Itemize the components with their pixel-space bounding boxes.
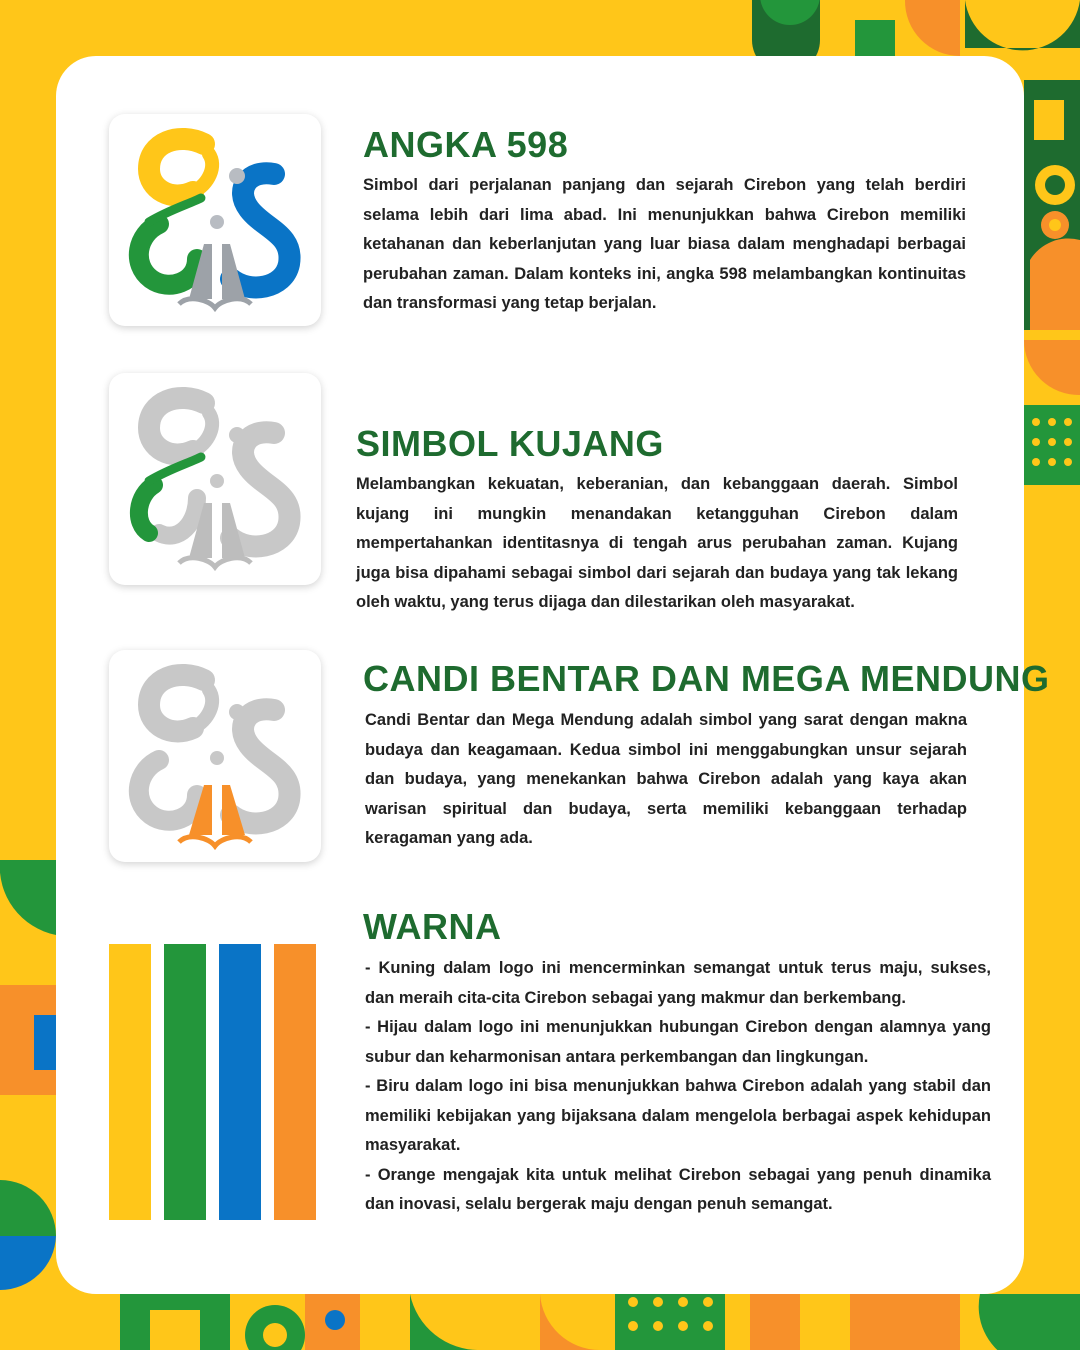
section-angka-598 (56, 56, 1024, 346)
green-stripe (164, 944, 206, 1220)
section-description (356, 470, 958, 618)
description-paragraph: Candi Bentar dan Mega Mendung adalah simbol yang sarat dengan makna budaya dan keagamaan. Kedua simbol ini menggabungkan unsur sejarah dan budaya, yang menekankan bahwa Cirebon adalah yang kaya akan warisan spiritual dan budaya, serta memiliki kebanggaan terhadap keragaman yang ada. (365, 711, 967, 847)
yellow-description: - Kuning dalam logo ini mencerminkan semangat untuk terus maju, sukses, dan meraih cita-cita Cirebon sebagai yang makmur dan berkembang. (365, 959, 991, 1007)
content-card (56, 56, 1050, 1294)
orange-stripe (274, 944, 316, 1220)
blue-stripe (219, 944, 261, 1220)
section-title: SIMBOL KUJANG (356, 423, 664, 464)
section-title: ANGKA 598 (363, 124, 569, 165)
section-title: WARNA (363, 906, 502, 947)
yellow-stripe (109, 944, 151, 1220)
section-description (365, 706, 967, 854)
section-description (363, 171, 966, 319)
orange-description: - Orange mengajak kita untuk melihat Cirebon sebagai yang penuh dinamika dan inovasi, selalu bergerak maju dengan penuh semangat. (365, 1165, 991, 1213)
section-title: CANDI BENTAR DAN MEGA MENDUNG (363, 658, 1050, 699)
logo-598-full-color-image (109, 114, 321, 326)
section-warna (56, 886, 1024, 1286)
section-simbol-kujang (56, 346, 1024, 611)
blue-description: - Biru dalam logo ini bisa menunjukkan bahwa Cirebon adalah yang stabil dan memiliki kebijakan yang bijaksana dalam mengelola berbagai aspek kehidupan masyarakat. (365, 1077, 991, 1154)
green-description: - Hijau dalam logo ini menunjukkan hubungan Cirebon dengan alamnya yang subur dan keharmonisan antara perkembangan dan lingkungan. (365, 1018, 991, 1066)
section-description (365, 954, 991, 1220)
description-paragraph: Melambangkan kekuatan, keberanian, dan kebanggaan daerah. Simbol kujang ini mungkin menandakan ketangguhan Cirebon dalam mempertahankan identitasnya di tengah arus perubahan zaman. Kujang juga bisa dipahami sebagai simbol dari sejarah dan budaya yang tak lekang oleh waktu, yang terus dijaga dan dilestarikan oleh masyarakat. (356, 475, 958, 611)
section-candi-bentar (56, 616, 1050, 876)
logo-candi-bentar-highlight-image (109, 650, 321, 862)
logo-kujang-highlight-image (109, 373, 321, 585)
color-stripes-image (109, 944, 321, 1220)
description-paragraph: Simbol dari perjalanan panjang dan sejarah Cirebon yang telah berdiri selama lebih dari lima abad. Ini menunjukkan bahwa Cirebon memiliki ketahanan dan keberlanjutan yang luar biasa dalam menghadapi berbagai perubahan zaman. Dalam konteks ini, angka 598 melambangkan kontinuitas dan transformasi yang tetap berjalan. (363, 176, 966, 312)
